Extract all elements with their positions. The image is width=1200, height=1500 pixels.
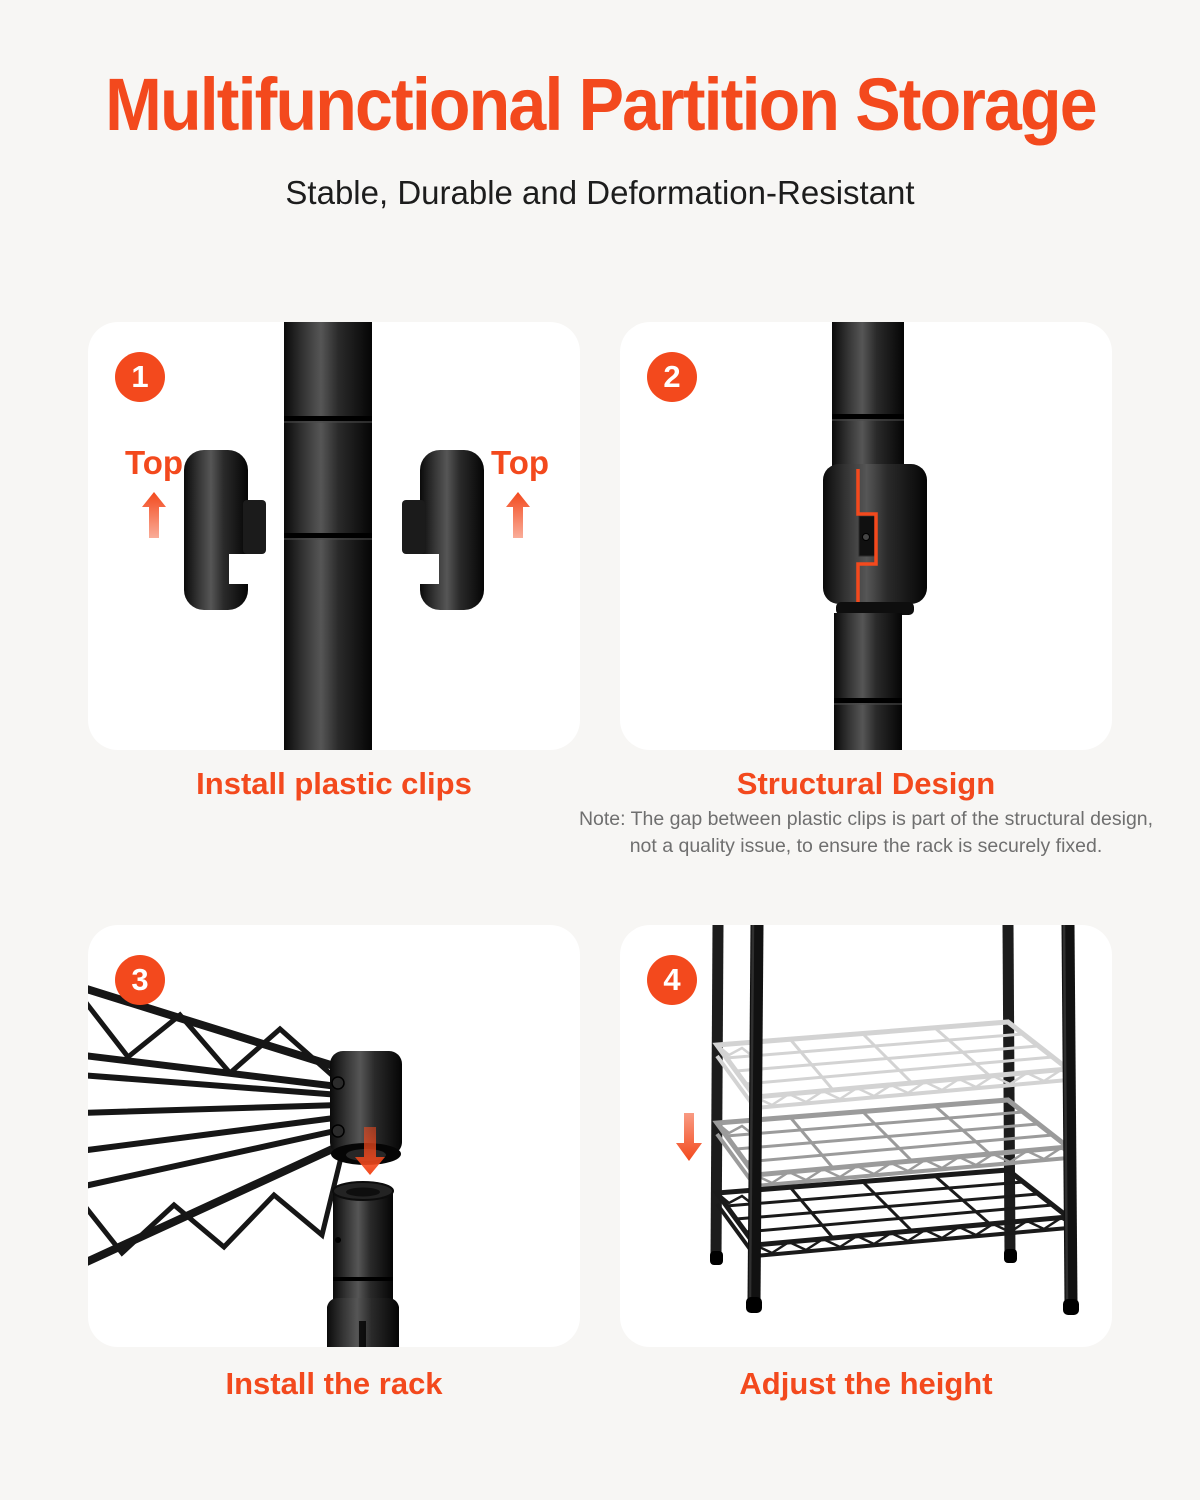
step-caption-structural-design: Structural Design (736, 766, 996, 801)
arrow-up-icon (506, 492, 530, 538)
step-card-install-rack (88, 925, 580, 1347)
step-caption-adjust-height: Adjust the height (739, 1366, 993, 1401)
step-caption-install-clips: Install plastic clips (196, 766, 472, 801)
note-line-2: not a quality issue, to ensure the rack is securely fixed. (629, 835, 1103, 857)
clip-top-label-right: Top (490, 444, 550, 481)
arrow-down-icon (676, 1113, 702, 1161)
page-subtitle: Stable, Durable and Deformation-Resistant (285, 174, 915, 211)
note-line-1: Note: The gap between plastic clips is part of the structural design, (578, 808, 1154, 830)
page-title (0, 63, 1200, 146)
step-number-badge: 1 (115, 352, 165, 402)
page-title-text: Multifunctional Partition Storage (104, 63, 1096, 146)
step-number-badge: 3 (115, 955, 165, 1005)
step-number-badge: 4 (647, 955, 697, 1005)
step-card-install-clips (88, 322, 580, 750)
step-card-adjust-height (620, 925, 1112, 1347)
arrow-down-icon (355, 1127, 385, 1175)
step-card-structural-design (620, 322, 1112, 750)
arrow-up-icon (142, 492, 166, 538)
clip-top-label-left: Top (124, 444, 184, 481)
step-caption-install-rack: Install the rack (225, 1366, 443, 1401)
structural-design-note (556, 806, 1176, 860)
step-number-badge: 2 (647, 352, 697, 402)
